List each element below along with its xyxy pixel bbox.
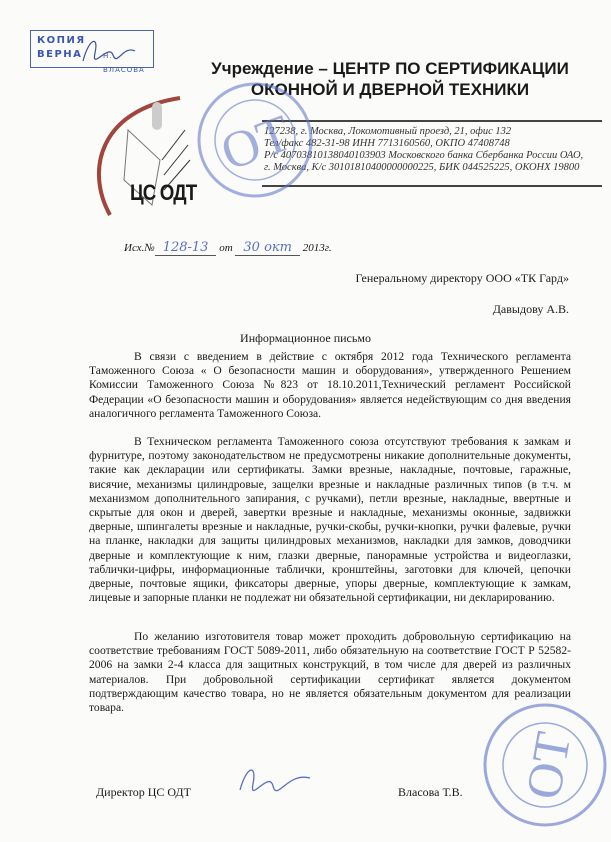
svg-text:ОТ: ОТ	[213, 104, 299, 182]
stamp-text-copy: КОПИЯ	[37, 35, 86, 46]
signatory-position: Директор ЦС ОДТ	[96, 785, 191, 799]
outgoing-reference	[124, 240, 332, 256]
logo-text: ЦС ОДТ	[130, 180, 197, 205]
body-paragraph-2: В Техническом регламента Таможенного союза отсутствуют требования к замкам и фурнитуре, поэтому законодательством не предусмотрены никакие дополнительные документы, такие как декларации или сертификаты. Замки врезные, накладные, почтовые, гаражные, висячие, механизмы цилиндровые, защелки врезные и накладные различных типов (в т.ч. м механизмом дополнительного запирания, с ручками), петли врезные, накладные, ввертные и скрытые для окон и дверей, завертки врезные и накладные, механизмы оконные, задвижки дверные, шпингалеты врезные и накладные, ручки-скобы, ручки-кнопки, ручки фалевые, ручки на планке, накладки для защиты цилиндровых механизмов, накладки для замков, доводчики дверные и комплектующие к ним, глазки дверные, панорамные устройства и видеоглазки, таблички-цифры, информационные таблички, кронштейны, заготовки для ключей, цепочки дверные, почтовые ящики, фиксаторы дверные, упоры дверные, комплектующие к замкам, лицевые и запорные планки не подлежат ни обязательной сертификации, ни декларированию.	[89, 435, 571, 605]
address-line: Р/с 40703810138040103903 Московского банка Сбербанка России ОАО,	[264, 150, 584, 161]
copy-certified-stamp	[30, 30, 154, 74]
handwritten-signature-icon	[235, 760, 315, 800]
ref-number: 128-13	[155, 240, 217, 256]
addressee-position: Генеральному директору ООО «ТК Гард»	[355, 271, 569, 285]
ref-prefix: Исх.№	[124, 242, 155, 254]
letter-subject: Информационное письмо	[240, 331, 371, 345]
title-line-1: Учреждение – ЦЕНТР ПО СЕРТИФИКАЦИИ	[211, 59, 569, 78]
body-paragraph-1: В связи с введением в действие с октября 2012 года Технического регламента Таможенного Союза « О безопасности машин и оборудования», утвержденного Решением Комиссии Таможенного Союза №823 от 18.10.2011,Технический регламент Российской Федерации «О безопасности машин и оборудования» является недействующим со дня введения аналогичного регламента Таможенного Союза.	[89, 350, 571, 420]
round-seal-icon	[480, 700, 610, 830]
address-line: г. Москва, К/с 30101810400000000225, БИК 044525225, ОКОНХ 19800	[264, 162, 580, 173]
signatory-name: Власова Т.В.	[398, 785, 463, 799]
signature-scribble-icon	[79, 33, 139, 67]
stamp-name: Н. ВЛАСОВА	[103, 52, 145, 74]
logo-icon	[90, 90, 210, 230]
svg-text:ОТ: ОТ	[514, 727, 582, 804]
ref-from: от	[219, 242, 233, 254]
stamp-text-verna: ВЕРНА	[37, 49, 83, 60]
title-line-2: ОКОННОЙ И ДВЕРНОЙ ТЕХНИКИ	[250, 80, 530, 99]
round-seal-icon	[195, 80, 315, 200]
addressee-name: Давыдову А.В.	[492, 302, 569, 316]
ref-date: 30 окт	[235, 240, 300, 256]
address-line: 127238, г. Москва, Локомотивный проезд, 21, офис 132	[264, 126, 512, 137]
address-line: Тел/факс 482-31-98 ИНН 7713160560, ОКПО 47408748	[264, 138, 510, 149]
body-paragraph-3: По желанию изготовителя товар может проходить добровольную сертификацию на соответствие требованиям ГОСТ 5089-2011, либо обязательную на соответствие ГОСТ Р 52582-2006 на замки 2-4 класса для защитных конструкций, в том числе для дверей из различных материалов. При добровольной сертификации сертификат является документом подтверждающим качество товара, но не является обязательным документом для реализации товара.	[89, 630, 571, 715]
ref-year: 2013г.	[302, 242, 332, 254]
